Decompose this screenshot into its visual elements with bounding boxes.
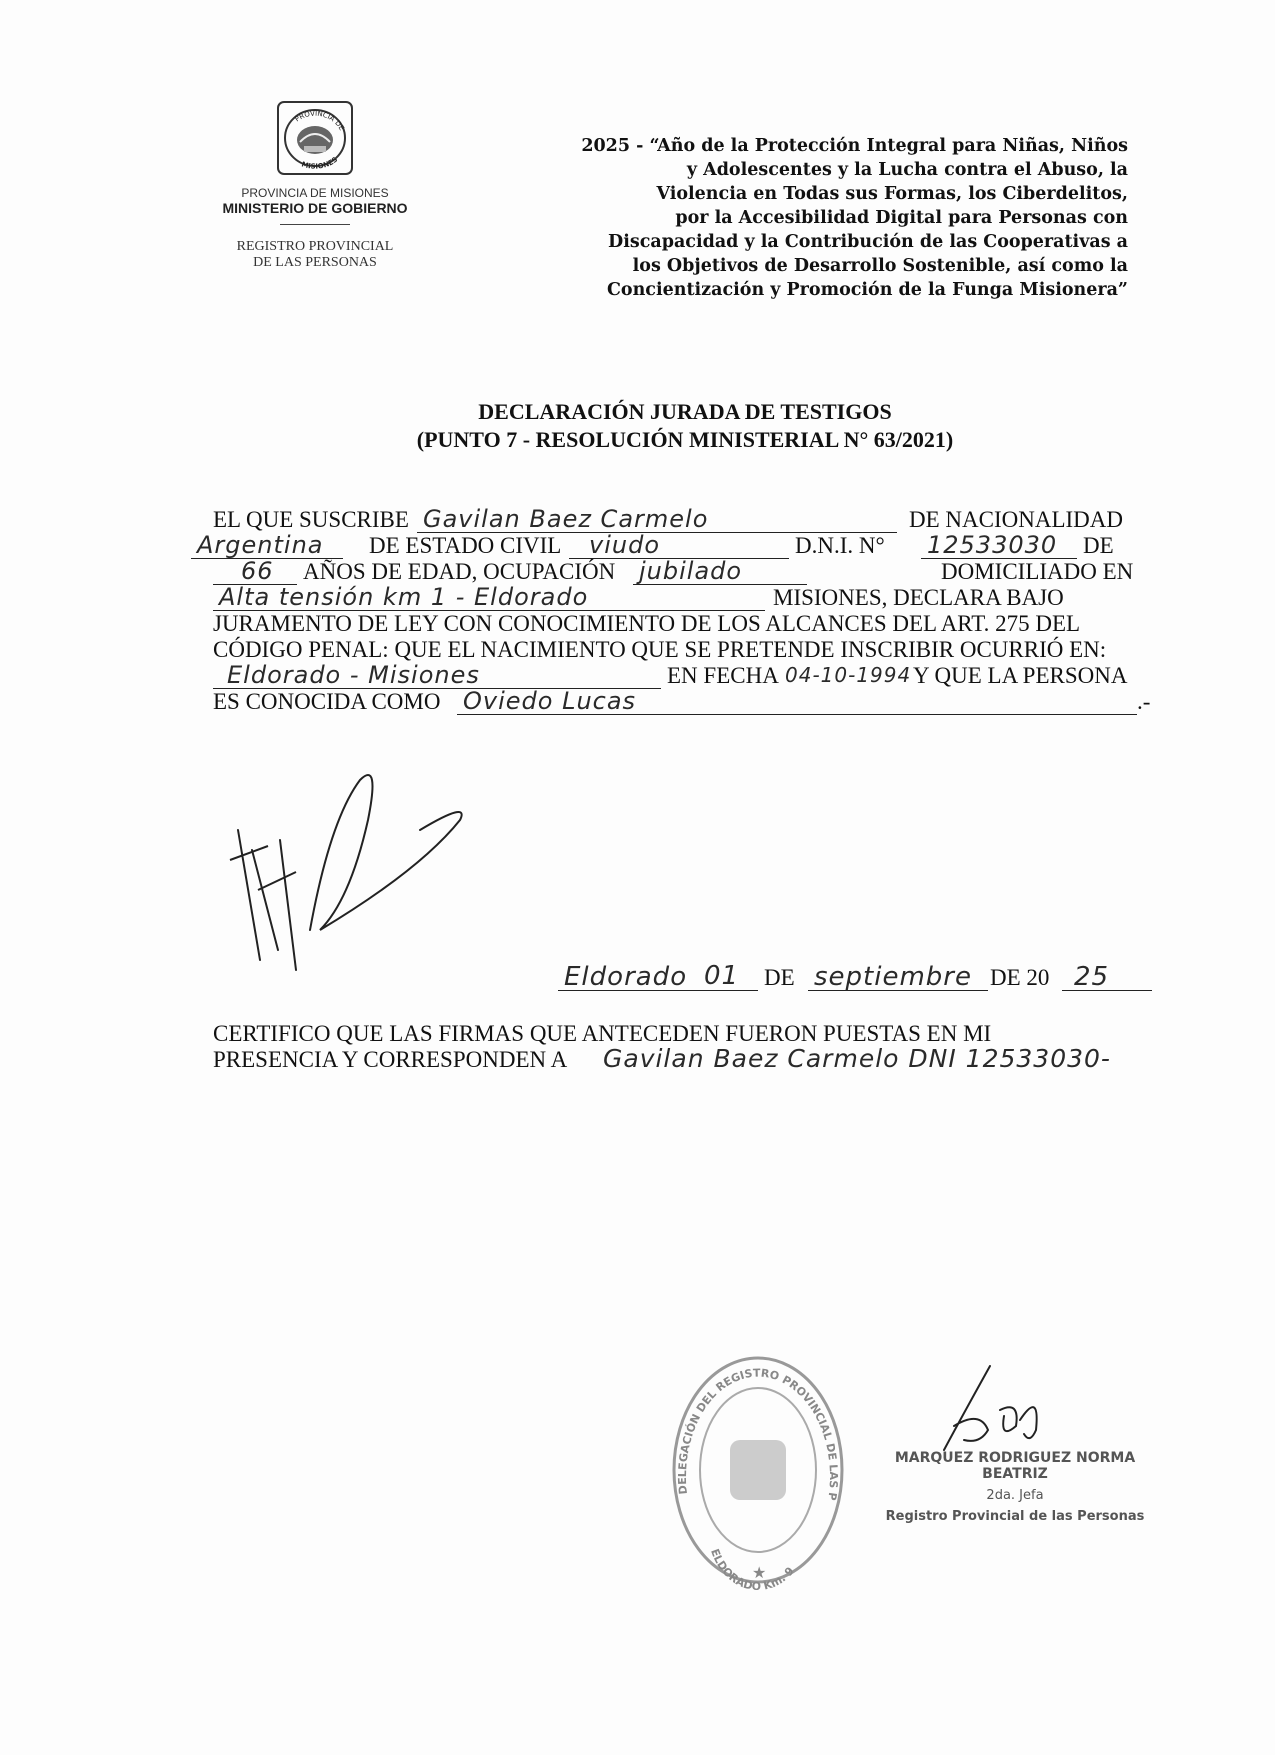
year-field — [1062, 964, 1152, 991]
date-de-label: DE — [764, 965, 795, 990]
oath-text: JURAMENTO DE LEY CON CONOCIMIENTO DE LOS ALCANCES DEL ART. 275 DEL — [213, 611, 1081, 636]
address-field — [213, 584, 765, 611]
birth-date-field — [785, 662, 925, 688]
nationality-field — [191, 532, 343, 559]
form-line-1 — [213, 506, 1133, 534]
person-label: Y QUE LA PERSONA — [913, 663, 1128, 688]
occupation-field — [633, 558, 807, 585]
age-value: 66 — [241, 557, 274, 585]
penal-code-text: CÓDIGO PENAL: QUE EL NACIMIENTO QUE SE PRETENDE INSCRIBIR OCURRIÓ EN: — [213, 637, 1107, 662]
age-occupation-label: AÑOS DE EDAD, OCUPACIÓN — [303, 559, 616, 584]
nationality-label: DE NACIONALIDAD — [909, 507, 1123, 532]
form-line-8 — [213, 688, 1153, 716]
province-declares-label: MISIONES, DECLARA BAJO — [773, 585, 1064, 610]
subscriber-label: EL QUE SUSCRIBE — [213, 507, 409, 532]
subscriber-name-value: Gavilan Baez Carmelo — [423, 505, 709, 533]
form-line-3 — [213, 558, 1133, 586]
certified-persons-field — [597, 1046, 1201, 1072]
dni-value: 12533030 — [927, 531, 1058, 559]
dni-field — [921, 532, 1077, 559]
form-line-4 — [213, 584, 1133, 612]
official-credentials — [880, 1450, 1150, 1524]
motto-line: 2025 - “Año de la Protección Integral para Niñas, Niños — [581, 136, 1128, 156]
corresponds-label: PRESENCIA Y CORRESPONDEN A — [213, 1047, 568, 1072]
motto-line: y Adolescentes y la Lucha contra el Abuso, la — [686, 160, 1128, 180]
place-value: Eldorado — [564, 962, 688, 992]
known-as-field — [457, 688, 1137, 715]
domicile-label: DOMICILIADO EN — [941, 559, 1134, 584]
registry-label-1: REGISTRO PROVINCIAL — [236, 239, 394, 254]
birth-date-value: 04-10-1994 — [785, 663, 912, 687]
known-as-label: ES CONOCIDA COMO — [213, 689, 441, 714]
motto-line: Concientización y Promoción de la Funga Misionera” — [606, 280, 1128, 300]
certified-persons-value: Gavilan Baez Carmelo DNI 12533030- — [603, 1044, 1111, 1073]
known-as-value: Oviedo Lucas — [463, 687, 637, 715]
official-name: MARQUEZ RODRIGUEZ NORMA BEATRIZ — [894, 1450, 1136, 1482]
form-line-7 — [213, 662, 1133, 690]
svg-text:MISIONES: MISIONES — [300, 155, 340, 171]
motto-line: Discapacidad y la Contribución de las Cooperativas a — [608, 232, 1128, 252]
certify-line-2 — [213, 1046, 1213, 1074]
svg-text:DELEGACIÓN DEL REGISTRO PROVIN: DELEGACIÓN DEL REGISTRO PROVINCIAL DE LAS P — [675, 1366, 841, 1502]
month-value: septiembre — [814, 962, 972, 992]
motto-line: por la Accesibilidad Digital para Personas con — [675, 208, 1128, 228]
document-title — [300, 398, 1070, 454]
date-year-label: DE 20 — [990, 965, 1050, 990]
dni-de-label: DE — [1083, 533, 1114, 558]
form-line-5 — [213, 610, 1080, 638]
province-label: PROVINCIA DE MISIONES — [241, 186, 389, 200]
province-seal-logo — [270, 98, 360, 178]
title-line-2: (PUNTO 7 - RESOLUCIÓN MINISTERIAL N° 63/2021) — [416, 427, 954, 452]
header-divider — [280, 224, 350, 225]
occupation-value: jubilado — [639, 557, 743, 585]
year-value: 25 — [1074, 962, 1110, 992]
svg-text:ELDORADO Km. 9: ELDORADO Km. 9 — [708, 1547, 797, 1590]
certify-text: CERTIFICO QUE LAS FIRMAS QUE ANTECEDEN FUERON PUESTAS EN MI — [213, 1021, 992, 1046]
header-institution — [195, 98, 435, 271]
date-line — [558, 961, 1158, 994]
civil-status-field — [569, 532, 789, 559]
year-motto — [520, 134, 1128, 302]
title-line-1: DECLARACIÓN JURADA DE TESTIGOS — [478, 399, 892, 424]
form-line-2 — [197, 531, 1133, 560]
month-field — [808, 964, 988, 991]
form-line-6 — [213, 636, 1106, 664]
witness-signature — [220, 760, 480, 980]
day-value: 01 — [704, 961, 740, 991]
address-value: Alta tensión km 1 - Eldorado — [219, 583, 589, 611]
date-label: EN FECHA — [667, 663, 779, 688]
age-field — [213, 558, 297, 585]
svg-text:PROVINCIA DE: PROVINCIA DE — [293, 109, 346, 132]
known-as-end: .- — [1137, 689, 1151, 714]
subscriber-name-field — [417, 506, 897, 533]
ministry-label: MINISTERIO DE GOBIERNO — [222, 200, 408, 216]
official-office: Registro Provincial de las Personas — [885, 1509, 1145, 1524]
civil-status-value: viudo — [589, 531, 660, 559]
nationality-value: Argentina — [197, 531, 324, 559]
birthplace-field — [213, 662, 661, 689]
svg-text:★: ★ — [752, 1565, 767, 1582]
registry-label-2: DE LAS PERSONAS — [253, 255, 377, 270]
official-signature — [920, 1360, 1060, 1460]
official-role: 2da. Jefa — [986, 1488, 1044, 1503]
motto-line: los Objetivos de Desarrollo Sostenible, así como la — [632, 256, 1128, 276]
civil-status-label: DE ESTADO CIVIL — [369, 533, 562, 558]
motto-line: Violencia en Todas sus Formas, los Ciberdelitos, — [656, 184, 1128, 204]
official-stamp — [668, 1350, 848, 1590]
dni-label: D.N.I. N° — [795, 533, 885, 558]
birthplace-value: Eldorado - Misiones — [227, 661, 480, 689]
stamp-graphic — [668, 1350, 848, 1590]
